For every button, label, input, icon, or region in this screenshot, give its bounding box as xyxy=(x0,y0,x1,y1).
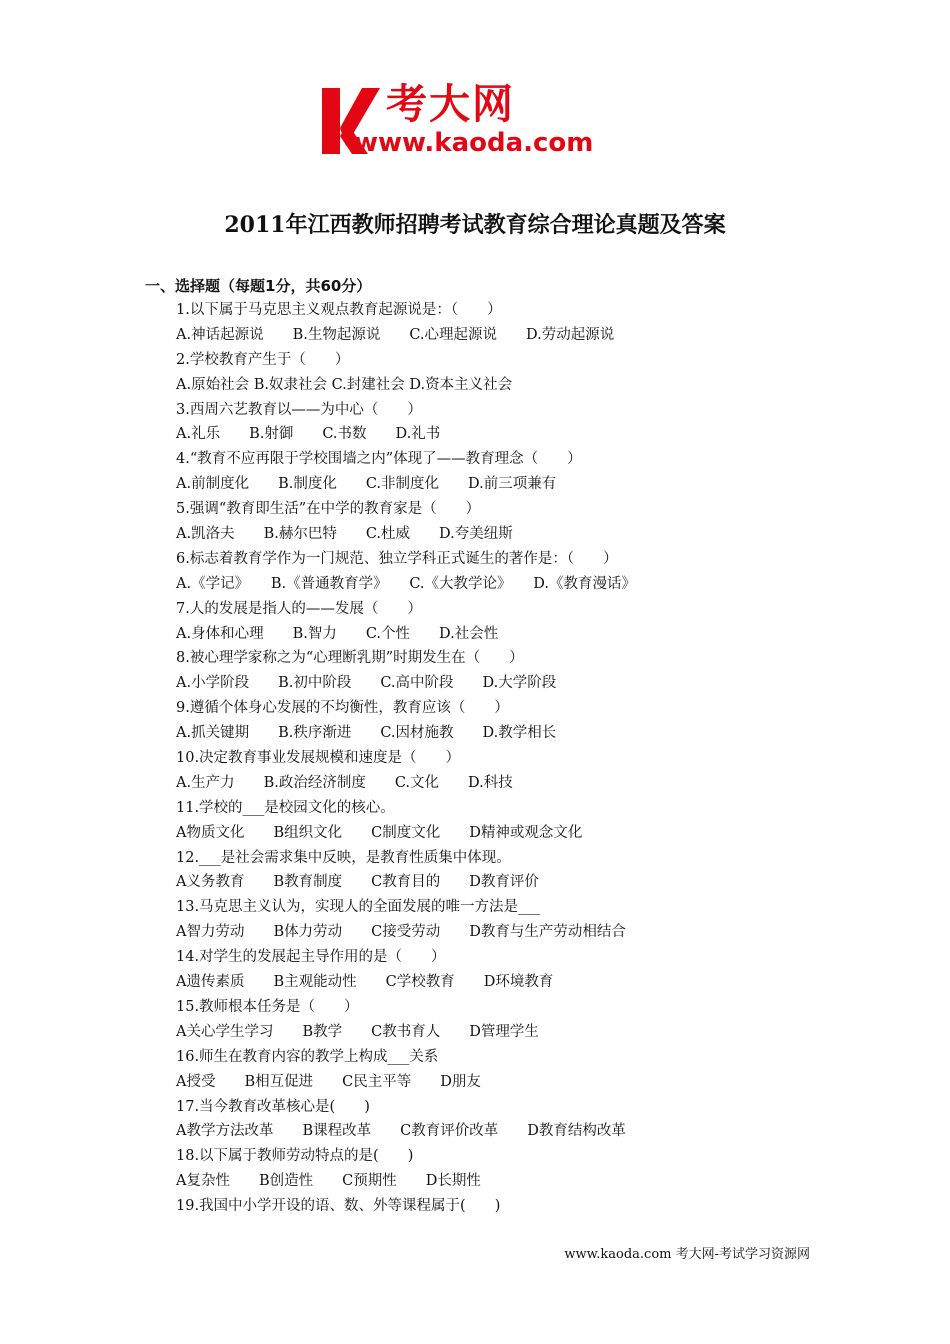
kaoda-logo xyxy=(318,82,638,162)
question-text: 15.教师根本任务是（ ） xyxy=(176,998,359,1015)
question-text: 19.我国中小学开设的语、数、外等课程属于( ) xyxy=(176,1198,501,1215)
answer-options: A物质文化 B组织文化 C制度文化 D精神或观念文化 xyxy=(176,824,583,841)
section-heading: 一、选择题（每题1分，共60分） xyxy=(145,277,372,295)
question-text: 13.马克思主义认为，实现人的全面发展的唯一方法是___ xyxy=(176,899,540,916)
question-text: 7.人的发展是指人的——发展（ ） xyxy=(176,600,422,617)
answer-options: A.生产力 B.政治经济制度 C.文化 D.科技 xyxy=(176,774,513,791)
answer-options: A复杂性 B创造性 C预期性 D长期性 xyxy=(176,1173,481,1190)
answer-options: A教学方法改革 B课程改革 C教育评价改革 D教育结构改革 xyxy=(176,1123,626,1140)
question-text: 3.西周六艺教育以——为中心（ ） xyxy=(176,401,422,418)
question-list xyxy=(176,298,876,1219)
question-text: 17.当今教育改革核心是( ) xyxy=(176,1098,370,1115)
question-text: 6.标志着教育学作为一门规范、独立学科正式诞生的著作是：（ ） xyxy=(176,550,618,567)
question-text: 4.“教育不应再限于学校围墙之内”体现了——教育理念（ ） xyxy=(176,451,582,468)
question-text: 10.决定教育事业发展规模和速度是（ ） xyxy=(176,750,461,767)
answer-options: A.凯洛夫 B.赫尔巴特 C.杜威 D.夸美纽斯 xyxy=(176,526,513,543)
question-text: 1.以下属于马克思主义观点教育起源说是：（ ） xyxy=(176,302,502,318)
question-text: 18.以下属于教师劳动特点的是( ) xyxy=(176,1148,414,1165)
answer-options: A.《学记》 B.《普通教育学》 C.《大教学论》 D.《教育漫话》 xyxy=(176,575,636,592)
answer-options: A授受 B相互促进 C民主平等 D朋友 xyxy=(176,1073,481,1090)
answer-options: A智力劳动 B体力劳动 C接受劳动 D教育与生产劳动相结合 xyxy=(176,924,626,941)
question-text: 16.师生在教育内容的教学上构成___关系 xyxy=(176,1048,439,1065)
page-title: 2011年江西教师招聘考试教育综合理论真题及答案 xyxy=(224,212,726,238)
logo-text-cn: 考大网 xyxy=(386,80,515,128)
answer-options: A关心学生学习 B教学 C教书育人 D管理学生 xyxy=(176,1023,539,1040)
answer-options: A.原始社会 B.奴隶社会 C.封建社会 D.资本主义社会 xyxy=(176,376,513,393)
answer-options: A.小学阶段 B.初中阶段 C.高中阶段 D.大学阶段 xyxy=(176,675,557,692)
question-text: 11.学校的___是校园文化的核心。 xyxy=(176,799,395,816)
answer-options: A.抓关键期 B.秩序渐进 C.因材施教 D.教学相长 xyxy=(176,725,557,742)
answer-options: A.身体和心理 B.智力 C.个性 D.社会性 xyxy=(176,625,499,642)
question-text: 2.学校教育产生于（ ） xyxy=(176,351,350,368)
answer-options: A义务教育 B教育制度 C教育目的 D教育评价 xyxy=(176,874,539,891)
answer-options: A.前制度化 B.制度化 C.非制度化 D.前三项兼有 xyxy=(176,476,557,493)
question-text: 14.对学生的发展起主导作用的是（ ） xyxy=(176,949,446,966)
answer-options: A.神话起源说 B.生物起源说 C.心理起源说 D.劳动起源说 xyxy=(176,326,615,343)
question-text: 8.被心理学家称之为“心理断乳期”时期发生在（ ） xyxy=(176,650,524,667)
answer-options: A遗传素质 B主观能动性 C学校教育 D环境教育 xyxy=(176,974,554,991)
answer-options: A.礼乐 B.射御 C.书数 D.礼书 xyxy=(176,426,441,443)
question-text: 12.___是社会需求集中反映，是教育性质集中体现。 xyxy=(176,849,511,866)
logo-url: www.kaoda.com xyxy=(354,128,594,158)
question-text: 5.强调“教育即生活”在中学的教育家是（ ） xyxy=(176,501,481,518)
footer-text: www.kaoda.com 考大网-考试学习资源网 xyxy=(564,1247,810,1262)
question-text: 9.遵循个体身心发展的不均衡性，教育应该（ ） xyxy=(176,700,509,717)
